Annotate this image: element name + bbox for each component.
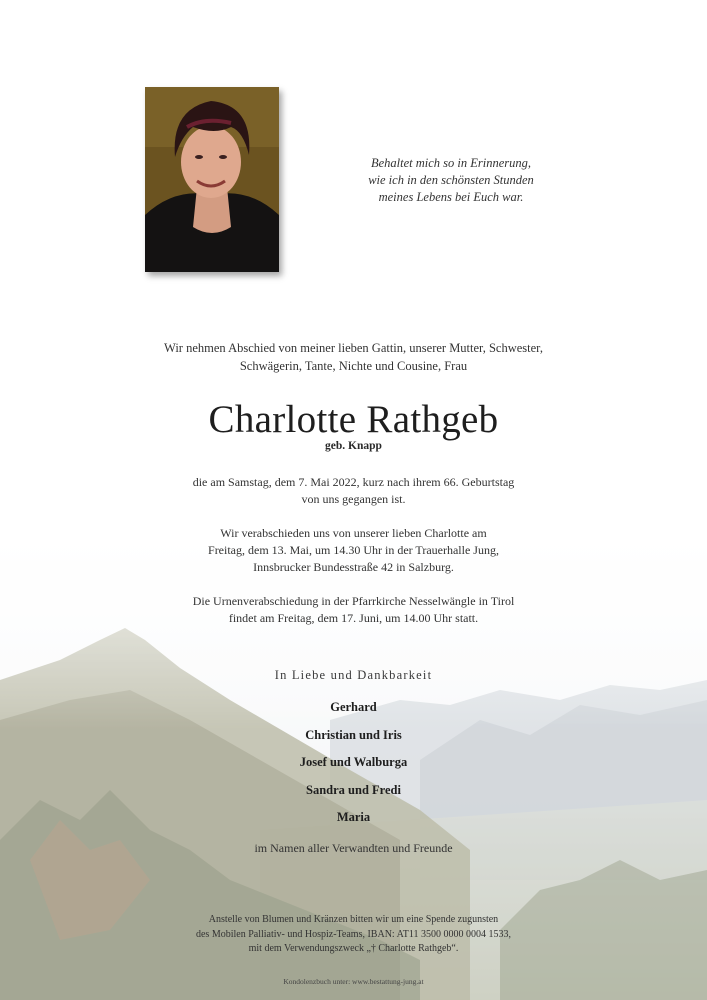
death-notice bbox=[0, 474, 707, 508]
memorial-quote bbox=[340, 155, 562, 206]
urn-ceremony-info bbox=[0, 593, 707, 627]
urn-line: findet am Freitag, dem 17. Juni, um 14.00 Uhr statt. bbox=[228, 611, 479, 625]
mourner-name: Christian und Iris bbox=[305, 727, 402, 742]
condolence-book-link[interactable]: Kondolenzbuch unter: www.bestattung-jung.at bbox=[283, 977, 424, 986]
mourner-name: Gerhard bbox=[330, 700, 377, 714]
farewell-intro bbox=[0, 339, 707, 375]
thanks-heading: In Liebe und Dankbarkeit bbox=[274, 668, 433, 682]
intro-line: Schwägerin, Tante, Nichte und Cousine, Frau bbox=[239, 359, 468, 373]
relatives-and-friends-note: im Namen aller Verwandten und Freunde bbox=[254, 841, 453, 855]
mourner-name: Sandra und Fredi bbox=[306, 782, 401, 797]
quote-line: wie ich in den schönsten Stunden bbox=[368, 173, 534, 187]
donation-request bbox=[0, 913, 707, 957]
quote-line: Behaltet mich so in Erinnerung, bbox=[370, 156, 532, 170]
mourner-name: Maria bbox=[336, 810, 371, 824]
donation-line: des Mobilen Palliativ- und Hospiz-Teams, IBAN: AT11 3500 0000 0004 1533, bbox=[195, 928, 511, 940]
death-notice-line: von uns gegangen ist. bbox=[301, 492, 406, 506]
farewell-service-info bbox=[0, 525, 707, 576]
urn-line: Die Urnenverabschiedung in der Pfarrkirche Nesselwängle in Tirol bbox=[192, 594, 515, 608]
quote-line: meines Lebens bei Euch war. bbox=[378, 190, 524, 204]
donation-line: Anstelle von Blumen und Kränzen bitten wir um eine Spende zugunsten bbox=[208, 914, 499, 925]
intro-line: Wir nehmen Abschied von meiner lieben Gattin, unserer Mutter, Schwester, bbox=[164, 341, 543, 355]
mourner-name: Josef und Walburga bbox=[299, 755, 408, 769]
farewell-line: Freitag, dem 13. Mai, um 14.30 Uhr in der Trauerhalle Jung, bbox=[208, 543, 499, 557]
deceased-name: Charlotte Rathgeb bbox=[208, 398, 499, 441]
farewell-line: Wir verabschieden uns von unserer lieben Charlotte am bbox=[220, 526, 487, 540]
maiden-name: geb. Knapp bbox=[325, 440, 382, 452]
portrait-image bbox=[145, 87, 279, 272]
farewell-line: Innsbrucker Bundesstraße 42 in Salzburg. bbox=[253, 560, 454, 574]
portrait-photo bbox=[145, 87, 279, 272]
death-notice-line: die am Samstag, dem 7. Mai 2022, kurz nach ihrem 66. Geburtstag bbox=[192, 475, 515, 489]
donation-line: mit dem Verwendungszweck „† Charlotte Rathgeb“. bbox=[248, 943, 459, 954]
mourners-list bbox=[0, 699, 707, 837]
